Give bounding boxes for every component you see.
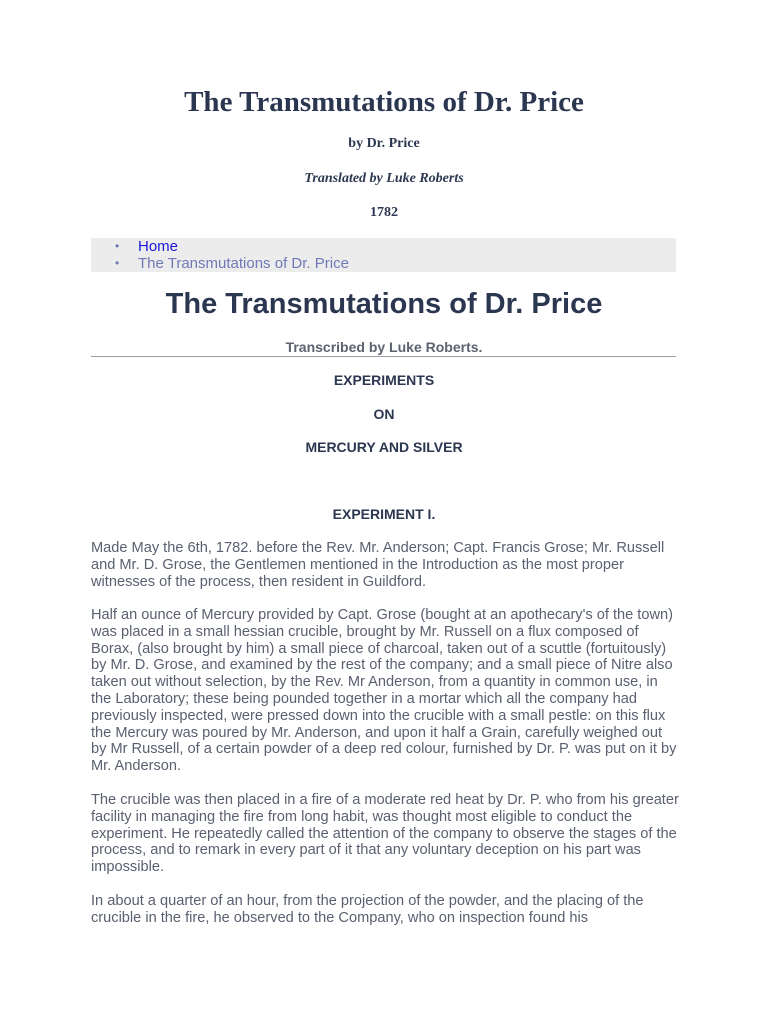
heading-experiment-1: EXPERIMENT I.	[332, 506, 436, 522]
paragraph-2: Half an ounce of Mercury provided by Capt. Grose (bought at an apothecary's of the town) was placed in a small hessian crucible, brought by Mr. Russell on a flux composed of Borax, (also brought by him) a small piece of charcoal, taken out of a scuttle (fortuitously) by Mr. D. Grose, and examined by the rest of the company; and a small piece of Nitre also taken out without selection, by the Rev. Mr Anderson, from a quantity in common use, in the Laboratory; these being pounded together in a mortar which all the company had previously inspected, were pressed down into the crucible with a small pestle: on this flux the Mercury was poured by Mr. Anderson, and upon it half a Grain, carefully weighed out by Mr Russell, of a certain powder of a deep red colour, furnished by Dr. P. was put on it by Mr. Anderson.	[91, 607, 677, 775]
breadcrumb	[91, 238, 676, 272]
paragraph-1: Made May the 6th, 1782. before the Rev. Mr. Anderson; Capt. Francis Grose; Mr. Russell and Mr. D. Grose, the Gentlemen mentioned in the Introduction as the most proper witnesses of the process, then resident in Guildford.	[91, 540, 665, 590]
heading-on: ON	[373, 406, 395, 422]
breadcrumb-item-home	[91, 238, 676, 255]
heading-experiments: EXPERIMENTS	[333, 372, 435, 388]
page-title: The Transmutations of Dr. Price	[184, 86, 584, 118]
divider	[91, 356, 676, 357]
translator-line: Translated by Luke Roberts	[304, 171, 464, 186]
paragraph-3: The crucible was then placed in a fire of a moderate red heat by Dr. P. who from his greater facility in managing the fire from long habit, was thought most eligible to conduct the experiment. He repeatedly called the attention of the company to observe the stages of the process, and to remark in every part of it that any voluntary deception on his part was impossible.	[91, 792, 679, 876]
transcribed-by: Transcribed by Luke Roberts.	[285, 339, 483, 355]
breadcrumb-item-current: • The Transmutations of Dr. Price	[91, 255, 676, 272]
author-line: by Dr. Price	[348, 136, 420, 151]
article-title: The Transmutations of Dr. Price	[165, 288, 603, 320]
heading-mercury-silver: MERCURY AND SILVER	[305, 439, 463, 455]
year-line: 1782	[370, 205, 398, 220]
paragraph-4: In about a quarter of an hour, from the projection of the powder, and the placing of the crucible in the fire, he observed to the Company, who on inspection found his	[91, 893, 644, 926]
home-link[interactable]: Home	[138, 238, 179, 255]
